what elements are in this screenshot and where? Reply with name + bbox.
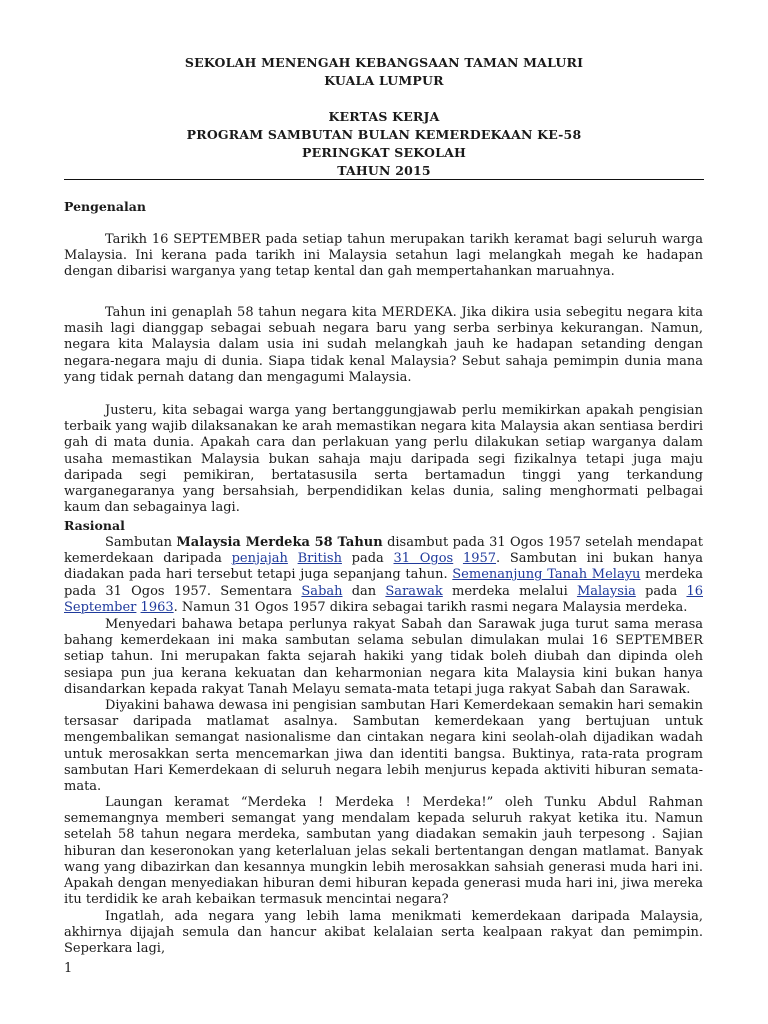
- link-malaysia[interactable]: Malaysia: [576, 583, 636, 599]
- highlight-bold: Malaysia Merdeka 58 Tahun: [176, 535, 383, 550]
- header-divider: [64, 179, 704, 180]
- text-span: disambut pada 31 Ogos 1957 setelah mendapat kemerdekaan daripada: [64, 535, 703, 567]
- rasional-paragraph-4: Laungan keramat “Merdeka ! Merdeka ! Merdeka!” oleh Tunku Abdul Rahman sememangnya memberi semangat yang mendalam kepada seluruh rakyat ketika itu. Namun setelah 58 tahun negara merdeka, sambutan yang diadakan semakin jauh terpesong . Sajian hiburan dan keseronokan yang keterlaluan jelas sekali bertentangan dengan matlamat. Banyak wang yang dibazirkan dan kesannya mungkin lebih merosakkan sahsiah generasi muda hari ini. Apakah dengan menyediakan hiburan demi hiburan kepada generasi muda hari ini, jiwa mereka itu terdidik ke arah kebaikan termasuk mencintai negara?: [64, 795, 703, 908]
- link-british[interactable]: British: [297, 551, 342, 567]
- text-span: . Namun 31 Ogos 1957 dikira sebagai tarikh rasmi negara Malaysia merdeka.: [173, 599, 688, 615]
- rasional-paragraph-2: Menyedari bahawa betapa perlunya rakyat Sabah dan Sarawak juga turut sama merasa bahang kemerdekaan ini maka sambutan selama sebulan dimulakan mulai 16 SEPTEMBER setiap tahun. Ini merupakan fakta sejarah hakiki yang tidak boleh diubah dan dipinda oleh sesiapa pun jua kerana kekuatan dan keharmonian negara kita Malaysia kini bukan hanya disandarkan kepada rakyat Tanah Melayu semata-mata tetapi juga rakyat Sabah dan Sarawak.: [64, 617, 703, 697]
- program-level: PERINGKAT SEKOLAH: [302, 145, 466, 160]
- section-heading-rasional: Rasional: [64, 518, 125, 533]
- link-1963[interactable]: 1963: [140, 599, 174, 615]
- school-name: SEKOLAH MENENGAH KEBANGSAAN TAMAN MALURI: [184, 55, 584, 70]
- link-16-september[interactable]: 16 September: [64, 583, 703, 615]
- rasional-paragraph-1: [64, 535, 703, 616]
- program-title: PROGRAM SAMBUTAN BULAN KEMERDEKAAN KE-58: [186, 127, 582, 142]
- link-semenanjung-tanah-melayu[interactable]: Semenanjung Tanah Melayu: [452, 567, 641, 583]
- link-sarawak[interactable]: Sarawak: [385, 583, 443, 599]
- pengenalan-paragraph-1: Tarikh 16 SEPTEMBER pada setiap tahun merupakan tarikh keramat bagi seluruh warga Malaysia. Ini kerana pada tarikh ini Malaysia setahun lagi melangkah megah ke hadapan dengan dibarisi warganya yang tetap kental dan gah mempertahankan maruahnya.: [64, 232, 703, 280]
- section-heading-pengenalan: Pengenalan: [64, 199, 146, 214]
- link-penjajah[interactable]: penjajah: [231, 551, 288, 567]
- text-span: dan: [342, 583, 386, 599]
- text-span: pada: [635, 583, 687, 599]
- text-span: merdeka pada 31 Ogos 1957. Sementara: [64, 567, 703, 599]
- text-span: Sambutan: [105, 535, 177, 550]
- doc-type: KERTAS KERJA: [328, 109, 440, 124]
- link-1957[interactable]: 1957: [462, 551, 497, 567]
- program-year: TAHUN 2015: [337, 163, 431, 178]
- pengenalan-paragraph-2: Tahun ini genaplah 58 tahun negara kita MERDEKA. Jika dikira usia sebegitu negara kita masih lagi dianggap sebagai sebuah negara baru yang serba serbinya kekurangan. Namun, negara kita Malaysia dalam usia ini sudah melangkah jauh ke hadapan setanding dengan negara-negara maju di dunia. Siapa tidak kenal Malaysia? Sebut sahaja pemimpin dunia mana yang tidak pernah datang dan mengagumi Malaysia.: [64, 305, 703, 385]
- text-span: merdeka melalui: [442, 583, 577, 599]
- text-span: . Sambutan ini bukan hanya diadakan pada hari tersebut tetapi juga sepanjang tahun.: [64, 551, 703, 583]
- text-span: [453, 551, 463, 566]
- pengenalan-paragraph-3: Justeru, kita sebagai warga yang bertanggungjawab perlu memikirkan apakah pengisian terbaik yang wajib dilaksanakan ke arah memastikan negara kita Malaysia akan sentiasa berdiri gah di mata dunia. Apakah cara dan perlakuan yang perlu dilakukan setiap warganya dalam usaha memastikan Malaysia bukan sahaja maju daripada segi fizikalnya tetapi juga maju daripada segi pemikiran, bertatasusila serta bertamadun tinggi yang terkandung warganegaranya yang bersahsiah, berpendidikan kelas dunia, saling menghormati pelbagai kaum dan sebagainya lagi.: [64, 403, 703, 516]
- link-31-ogos[interactable]: 31 Ogos: [393, 551, 454, 567]
- text-span: [288, 551, 298, 566]
- rasional-paragraph-3: Diyakini bahawa dewasa ini pengisian sambutan Hari Kemerdekaan semakin hari semakin tersasar daripada matlamat asalnya. Sambutan kemerdekaan yang bertujuan untuk mengembalikan semangat nasionalisme dan cintakan negara kini seolah-olah dijadikan wadah untuk merosakkan serta mencemarkan jiwa dan identiti bangsa. Buktinya, rata-rata program sambutan Hari Kemerdekaan di seluruh negara lebih menjurus kepada aktiviti hiburan semata-mata.: [64, 698, 703, 795]
- school-city: KUALA LUMPUR: [324, 73, 444, 88]
- rasional-paragraph-5: Ingatlah, ada negara yang lebih lama menikmati kemerdekaan daripada Malaysia, akhirnya dijajah semula dan hancur akibat kelalaian serta kealpaan rakyat dan pemimpin. Seperkara lagi,: [64, 909, 703, 957]
- text-span: pada: [341, 551, 394, 567]
- page-number: 1: [64, 961, 73, 976]
- link-sabah[interactable]: Sabah: [301, 583, 343, 599]
